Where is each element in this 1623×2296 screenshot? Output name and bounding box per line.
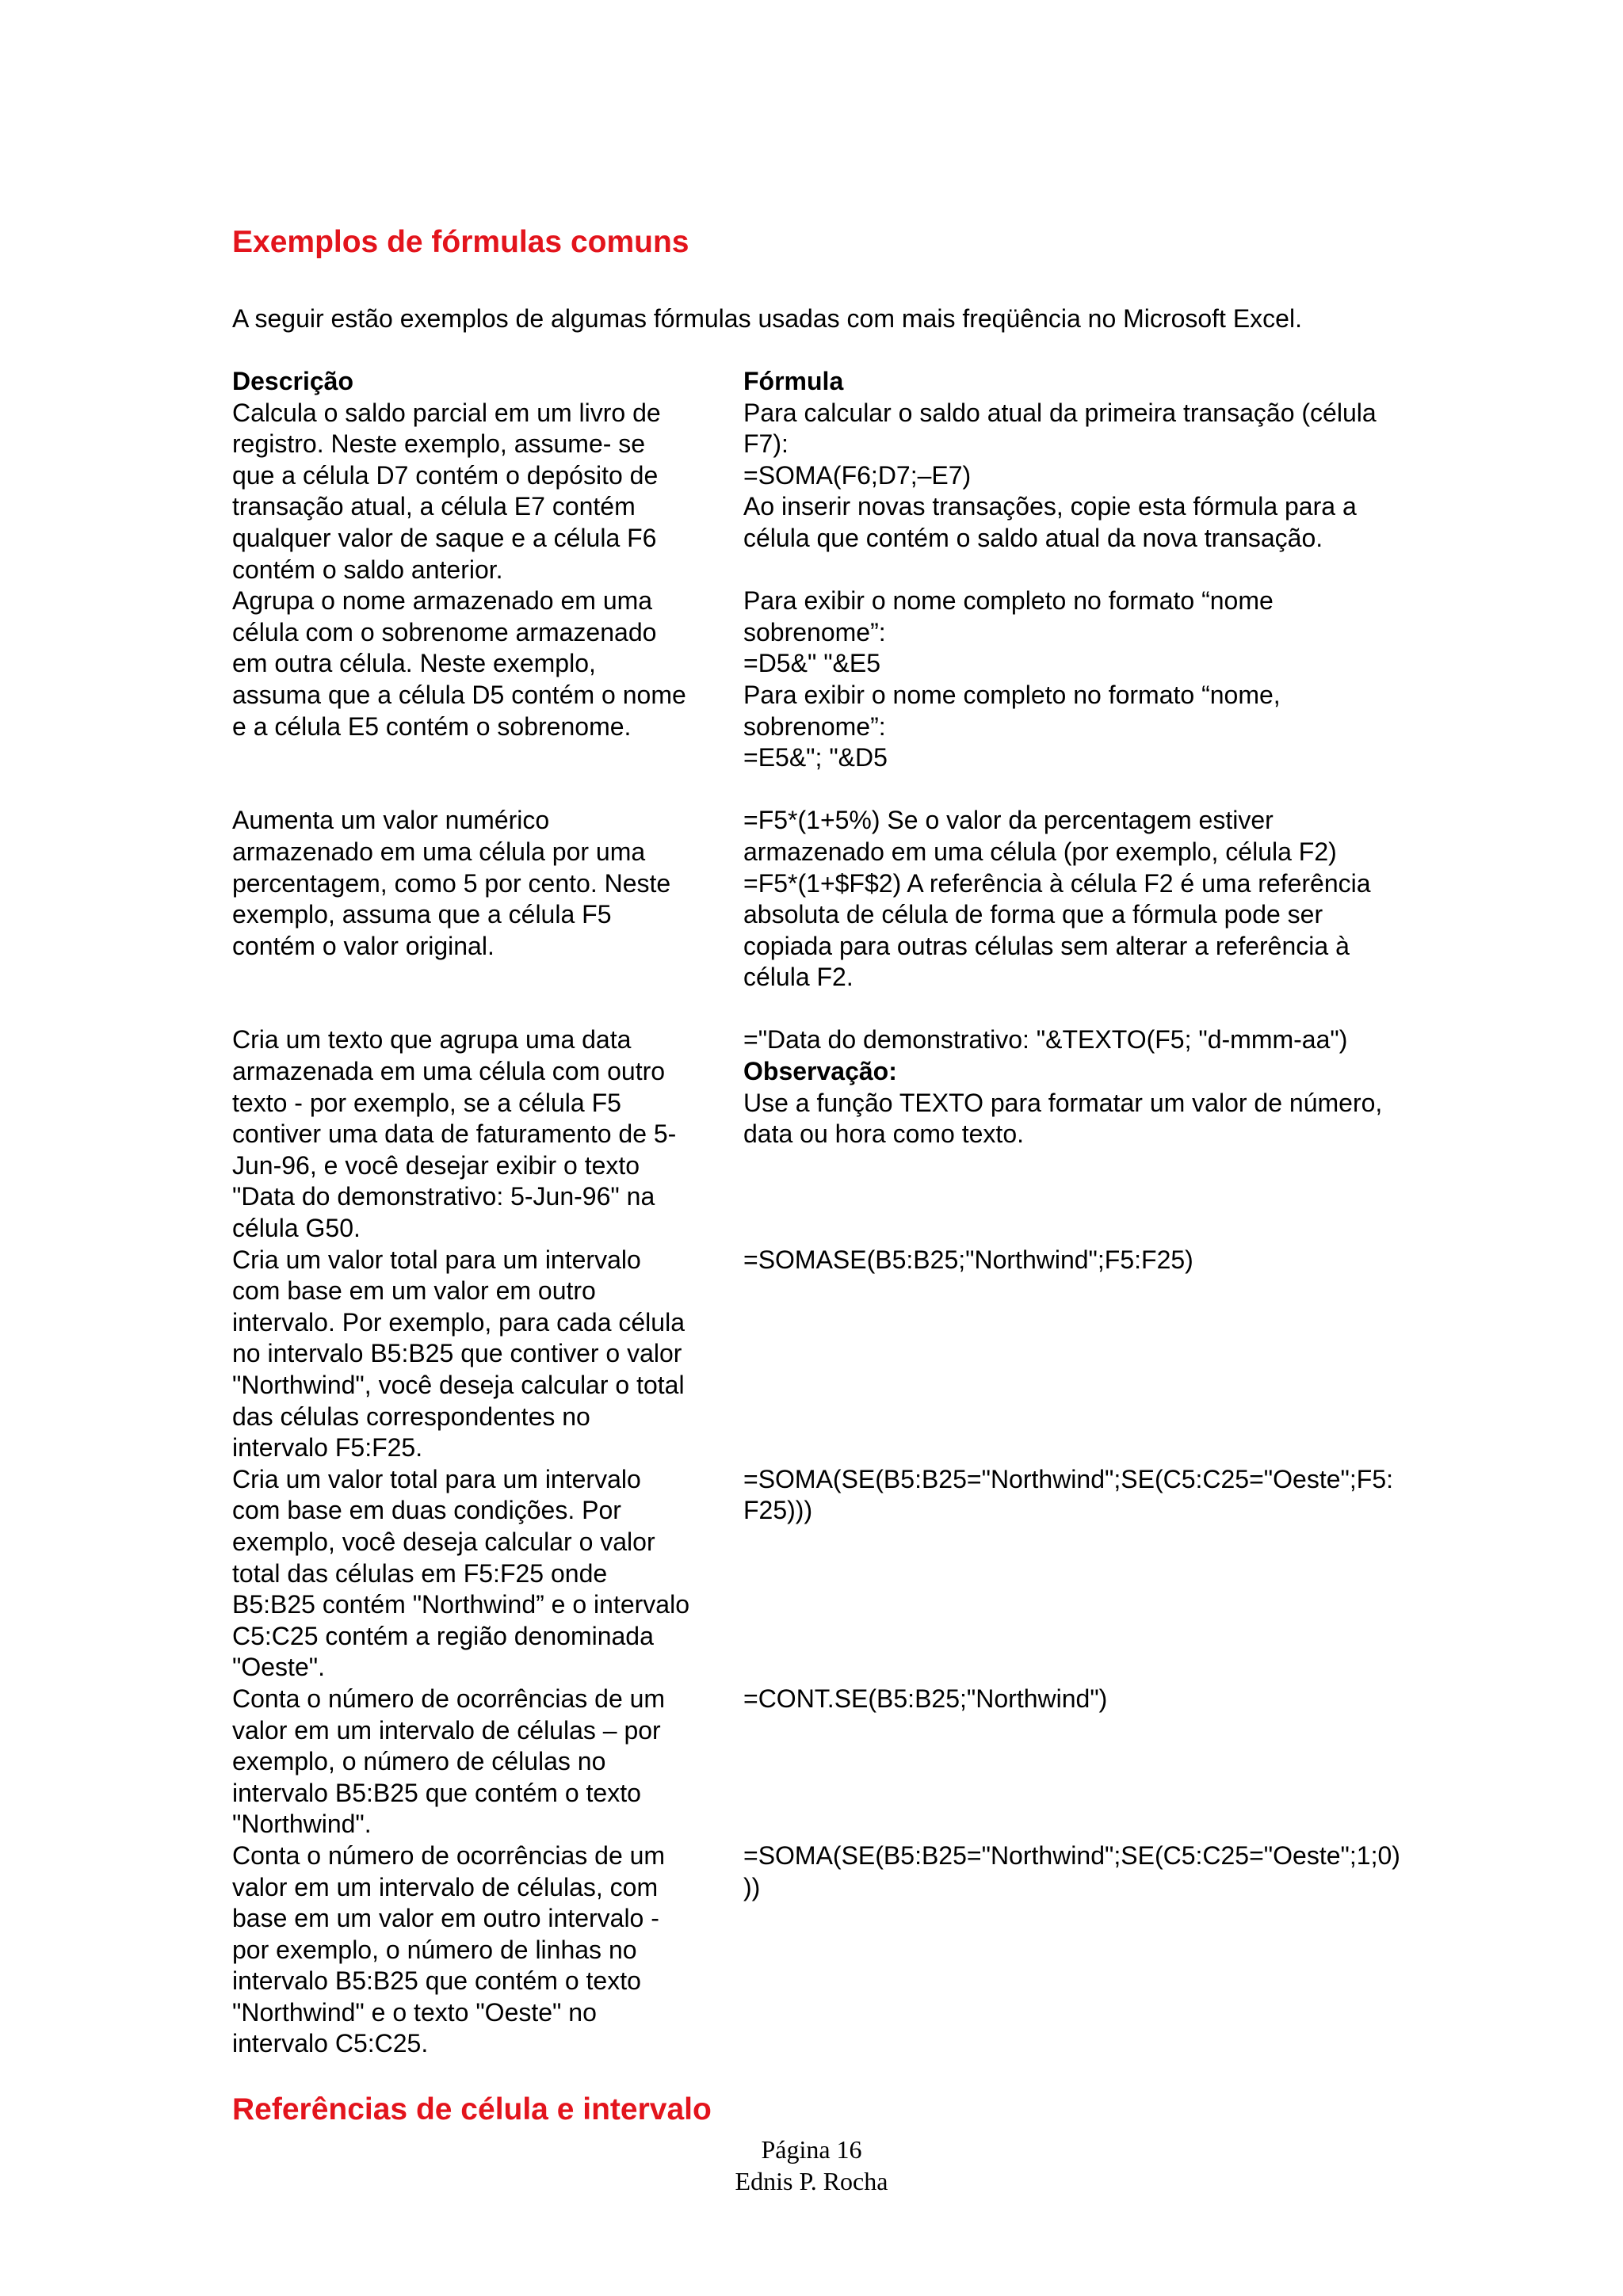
description-line: registro. Neste exemplo, assume- se [232, 429, 646, 459]
formula-line: armazenado em uma célula (por exemplo, célula F2) [743, 837, 1337, 866]
formula-line: sobrenome”: [743, 617, 886, 646]
description-line: valor em um intervalo de células – por [232, 1715, 661, 1745]
header-formula: Fórmula [743, 367, 844, 395]
formula-line: copiada para outras células sem alterar a referência à [743, 931, 1350, 960]
formula-cell [743, 1684, 1461, 1840]
description-line: "Northwind" e o texto "Oeste" no [232, 1997, 597, 2027]
formula-line: =SOMA(SE(B5:B25="Northwind";SE(C5:C25="Oeste";F5: [743, 1464, 1393, 1493]
formula-line: F25))) [743, 1496, 813, 1525]
description-line: armazenado em uma célula por uma [232, 837, 646, 866]
table-row [232, 1464, 1461, 1684]
description-line: Calcula o saldo parcial em um livro de [232, 398, 661, 427]
description-line: total das células em F5:F25 onde [232, 1558, 608, 1588]
formula-line: Ao inserir novas transações, copie esta fórmula para a [743, 492, 1357, 521]
description-cell [232, 585, 743, 774]
description-line: contiver uma data de faturamento de 5- [232, 1119, 677, 1149]
description-cell [232, 1840, 743, 2060]
section-heading-references: Referências de célula e intervalo [232, 2092, 712, 2126]
description-line: "Northwind", você deseja calcular o total [232, 1371, 685, 1399]
formula-cell [743, 585, 1461, 774]
formula-line: =F5*(1+5%) Se o valor da percentagem estiver [743, 806, 1274, 835]
formula-cell [743, 1464, 1461, 1684]
description-line: Aumenta um valor numérico [232, 806, 550, 835]
formula-line: =E5&"; "&D5 [743, 743, 888, 772]
description-cell [232, 1464, 743, 1684]
note-label: Observação: [743, 1057, 897, 1086]
formula-line: =SOMA(F6;D7;–E7) [743, 460, 972, 490]
description-cell [232, 1024, 743, 1244]
formula-cell [743, 1840, 1461, 2060]
description-line: B5:B25 contém "Northwind” e o intervalo [232, 1590, 689, 1619]
formula-line: )) [743, 1872, 761, 1901]
description-line: Agrupa o nome armazenado em uma [232, 586, 653, 616]
table-row [232, 1684, 1461, 1840]
description-line: intervalo B5:B25 que contém o texto [232, 1966, 641, 1996]
table-header-row [232, 366, 1461, 398]
description-line: e a célula E5 contém o sobrenome. [232, 711, 632, 741]
description-line: em outra célula. Neste exemplo, [232, 649, 596, 678]
description-line: percentagem, como 5 por cento. Neste [232, 868, 671, 898]
description-line: C5:C25 contém a região denominada [232, 1621, 654, 1650]
description-line: "Data do demonstrativo: 5-Jun-96" na [232, 1182, 655, 1211]
formula-cell [743, 1245, 1461, 1464]
formula-line: ="Data do demonstrativo: "&TEXTO(F5; "d-mmm-aa") [743, 1025, 1348, 1055]
description-line: intervalo F5:F25. [232, 1433, 423, 1463]
description-cell [232, 1245, 743, 1464]
intro-paragraph: A seguir estão exemplos de algumas fórmulas usadas com mais freqüência no Microsoft Excel. [232, 304, 1302, 333]
formula-cell [743, 805, 1461, 994]
description-line: Conta o número de ocorrências de um [232, 1840, 666, 1870]
description-line: que a célula D7 contém o depósito de [232, 460, 659, 490]
formula-line: sobrenome”: [743, 711, 886, 741]
description-cell [232, 805, 743, 994]
formula-line: =F5*(1+$F$2) A referência à célula F2 é uma referência [743, 868, 1371, 898]
description-line: Jun-96, e você desejar exibir o texto [232, 1150, 640, 1180]
description-cell [232, 398, 743, 586]
table-row [232, 1245, 1461, 1464]
formula-line: Para exibir o nome completo no formato “nome [743, 586, 1274, 616]
description-line: exemplo, o número de células no [232, 1747, 606, 1776]
description-line: intervalo B5:B25 que contém o texto [232, 1778, 641, 1807]
description-line: exemplo, assuma que a célula F5 [232, 900, 612, 929]
description-line: armazenada em uma célula com outro [232, 1057, 666, 1086]
description-line: intervalo. Por exemplo, para cada célula [232, 1307, 685, 1337]
description-line: Cria um valor total para um intervalo [232, 1245, 641, 1274]
description-line: contém o saldo anterior. [232, 555, 503, 584]
description-line: Cria um texto que agrupa uma data [232, 1025, 632, 1055]
formula-cell [743, 398, 1461, 586]
description-line: base em um valor em outro intervalo - [232, 1904, 659, 1933]
formula-line: célula F2. [743, 963, 854, 992]
description-line: qualquer valor de saque e a célula F6 [232, 523, 657, 552]
description-line: contém o valor original. [232, 931, 495, 960]
description-line: intervalo C5:C25. [232, 2029, 429, 2058]
table-row [232, 805, 1461, 994]
table-body [232, 398, 1461, 2060]
formula-cell [743, 1024, 1461, 1244]
formula-line: célula que contém o saldo atual da nova transação. [743, 523, 1323, 552]
description-line: transação atual, a célula E7 contém [232, 492, 636, 521]
description-line: das células correspondentes no [232, 1402, 590, 1431]
footer-page-number: Página 16 [761, 2135, 862, 2164]
header-description: Descrição [232, 367, 353, 395]
note-line: data ou hora como texto. [743, 1119, 1024, 1149]
description-line: valor em um intervalo de células, com [232, 1872, 659, 1901]
formula-line: =SOMASE(B5:B25;"Northwind";F5:F25) [743, 1245, 1193, 1274]
description-line: assuma que a célula D5 contém o nome [232, 680, 686, 709]
description-line: Cria um valor total para um intervalo [232, 1464, 641, 1493]
formula-line: =SOMA(SE(B5:B25="Northwind";SE(C5:C25="Oeste";1;0) [743, 1840, 1400, 1870]
description-line: "Oeste". [232, 1653, 325, 1682]
formula-line: =CONT.SE(B5:B25;"Northwind") [743, 1684, 1108, 1713]
description-line: no intervalo B5:B25 que contiver o valor [232, 1339, 682, 1368]
table-row [232, 1840, 1461, 2060]
formula-line: =D5&" "&E5 [743, 649, 881, 678]
description-line: célula com o sobrenome armazenado [232, 617, 657, 646]
formula-table [232, 366, 1461, 2060]
formula-line: Para calcular o saldo atual da primeira transação (célula [743, 398, 1377, 427]
description-line: "Northwind". [232, 1810, 372, 1839]
description-line: célula G50. [232, 1214, 361, 1243]
description-line: com base em duas condições. Por [232, 1496, 621, 1525]
footer-author: Ednis P. Rocha [735, 2167, 888, 2195]
section-heading-formulas: Exemplos de fórmulas comuns [232, 225, 689, 259]
description-line: exemplo, você deseja calcular o valor [232, 1527, 655, 1556]
formula-line: F7): [743, 429, 789, 459]
table-row [232, 585, 1461, 774]
description-line: Conta o número de ocorrências de um [232, 1684, 666, 1713]
description-cell [232, 1684, 743, 1840]
description-line: por exemplo, o número de linhas no [232, 1935, 637, 1964]
note-line: Use a função TEXTO para formatar um valor de número, [743, 1088, 1383, 1117]
description-line: com base em um valor em outro [232, 1276, 596, 1306]
description-line: texto - por exemplo, se a célula F5 [232, 1088, 621, 1117]
formula-line: Para exibir o nome completo no formato “nome, [743, 680, 1281, 709]
table-row [232, 398, 1461, 586]
table-row [232, 1024, 1461, 1244]
formula-line: absoluta de célula de forma que a fórmula pode ser [743, 900, 1323, 929]
